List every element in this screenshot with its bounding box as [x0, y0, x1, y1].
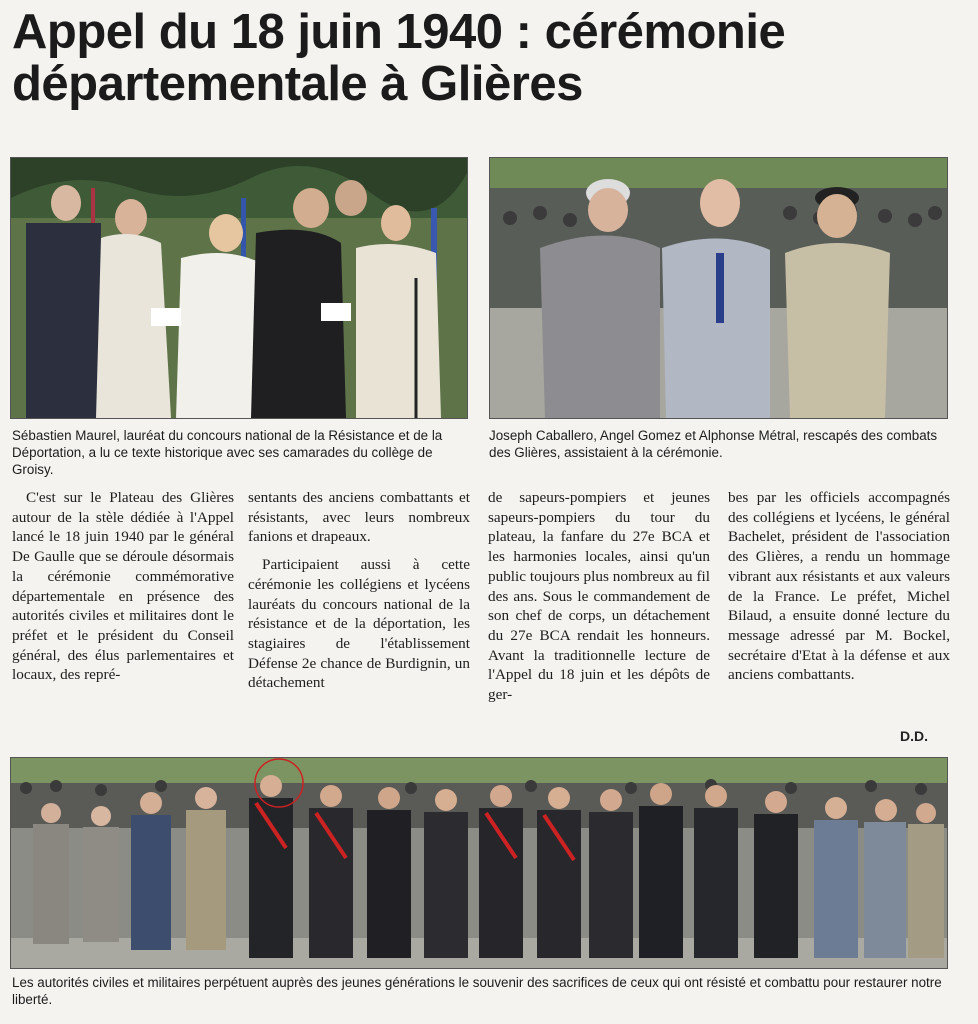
photo-officials-image [11, 758, 947, 968]
photo-students-reading [10, 157, 468, 419]
photo-veterans [489, 157, 948, 419]
photo-right-caption: Joseph Caballero, Angel Gomez et Alphonse Métral, rescapés des combats des Glières, assistaient à la cérémonie. [489, 428, 938, 460]
article-column-2 [248, 488, 470, 693]
article-paragraph: sentants des anciens combattants et résistants, avec leurs nombreux fanions et drapeaux. [248, 489, 470, 546]
photo-veterans-image [490, 158, 947, 418]
article-column-4 [728, 488, 950, 685]
photo-officials [10, 757, 948, 969]
article-paragraph: de sapeurs-pompiers et jeunes sapeurs-pompiers du tour du plateau, la fanfare du 27e BCA et les harmonies locales, ainsi qu'un public toujours plus nombreux au fil des ans. Sous le commandement de son chef de corps, un détachement du 27e BCA rendait les honneurs. Avant la traditionnelle lecture de l'Appel du 18 juin et les dépôts de ger- [488, 489, 710, 704]
article-paragraph: Participaient aussi à cette cérémonie les collégiens et lycéens lauréats du concours national de la résistance et de la déportation, les stagiaires de l'établissement Défense 2e chance de Burdignin, un détachement [248, 556, 470, 692]
author-signature: D.D. [900, 728, 928, 744]
article-column-1 [12, 488, 234, 685]
photo-left-caption: Sébastien Maurel, lauréat du concours national de la Résistance et de la Déportation, a lu ce texte historique avec ses camarades du collège de Groisy. [12, 428, 443, 477]
photo-bottom-caption: Les autorités civiles et militaires perpétuent auprès des jeunes générations le souvenir des sacrifices de ceux qui ont résisté et combattu pour restaurer notre liberté. [12, 975, 942, 1007]
article-column-3 [488, 488, 710, 705]
article-paragraph: C'est sur le Plateau des Glières autour de la stèle dédiée à l'Appel lancé le 18 juin 1940 par le général De Gaulle que se déroule désormais la cérémonie commémorative départementale en présence des autorités civiles et militaires dont le préfet et le président du Conseil général, des élus parlementaires et locaux, des repré- [12, 489, 234, 684]
photo-students-reading-image [11, 158, 467, 418]
article-paragraph: bes par les officiels accompagnés des collégiens et lycéens, le général Bachelet, président de l'association des Glières, a rendu un hommage vibrant aux résistants et aux valeurs de la France. Le préfet, Michel Bilaud, a ensuite donné lecture du message adressé par M. Bockel, secrétaire d'Etat à la défense et aux anciens combattants. [728, 489, 950, 684]
headline: Appel du 18 juin 1940 : cérémonie départementale à Glières [12, 5, 786, 111]
